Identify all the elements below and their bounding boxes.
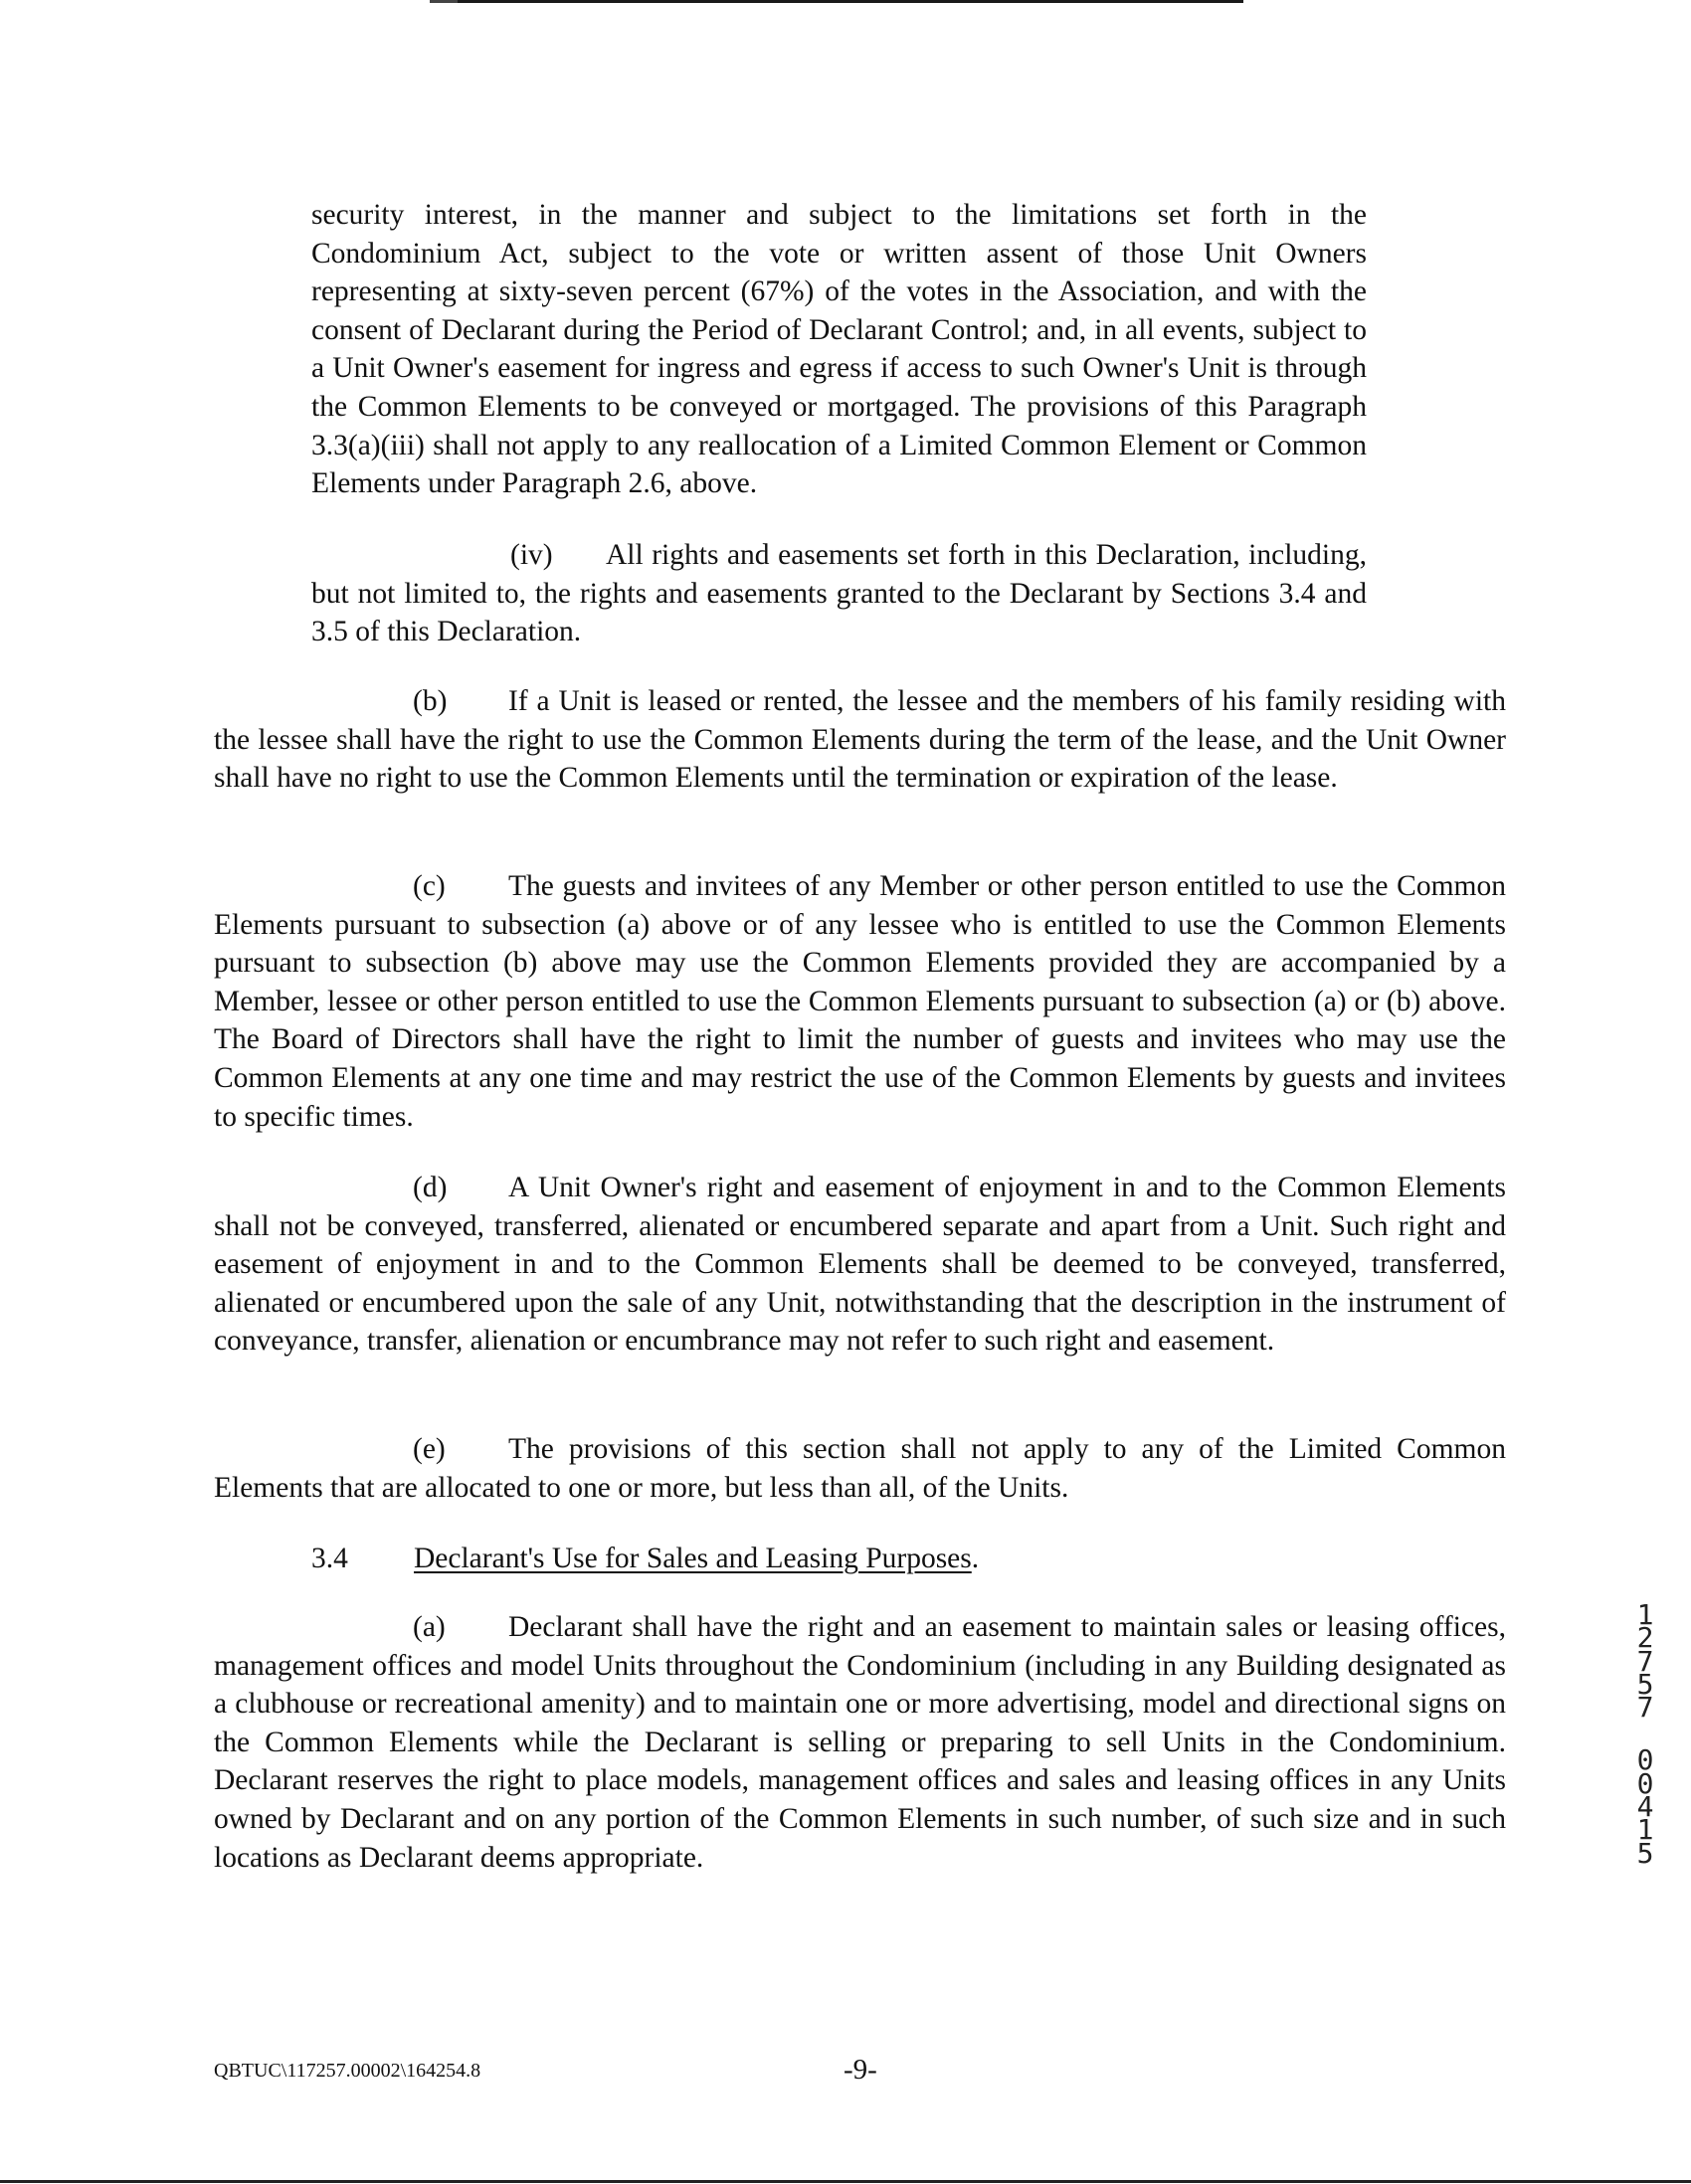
book-digit: 7 (1636, 1691, 1654, 1725)
subsection-label: (c) (413, 870, 446, 902)
subsection-b (214, 682, 1506, 798)
subsection-label: (a) (413, 1611, 446, 1643)
subsection-text: Declarant shall have the right and an easement to maintain sales or leasing offices, management offices and model Units throughout the Condominium (including in any Building designated as a clubhouse or recreational amenity) and to maintain one or more advertising, model and directional signs on the Common Elements while the Declarant is selling or preparing to sell Units in the Condominium. Declarant reserves the right to place models, management offices and sales and leasing offices in any Units owned by Declarant and on any portion of the Common Elements in such number, of such size and in such locations as Declarant deems appropriate. (214, 1611, 1506, 1874)
footer-document-reference: QBTUC\117257.00002\164254.8 (214, 2060, 481, 2082)
page-digit: 5 (1636, 1836, 1654, 1870)
subsection-label: (b) (413, 685, 448, 717)
subsection-e (214, 1430, 1506, 1507)
subsection-text: If a Unit is leased or rented, the lessee and the members of his family residing with the lessee shall have the right to use the Common Elements during the term of the lease, and the Unit Owner shall have no right to use the Common Elements until the termination or expiration of the lease. (214, 685, 1506, 795)
page-digit: 0 (1636, 1766, 1654, 1800)
section-title: Declarant's Use for Sales and Leasing Purposes (414, 1543, 972, 1574)
subsection-iv (311, 536, 1367, 651)
subsection-text: All rights and easements set forth in this Declaration, including, but not limited to, the rights and easements granted to the Declarant by Sections 3.4 and 3.5 of this Declaration. (311, 539, 1367, 648)
book-page-stamp (1631, 1598, 1659, 1870)
book-digit: 1 (1636, 1598, 1654, 1631)
section-number: 3.4 (311, 1543, 348, 1574)
top-rule (458, 0, 1243, 3)
section-heading (311, 1540, 979, 1578)
subsection-text: A Unit Owner's right and easement of enjoyment in and to the Common Elements shall not be conveyed, transferred, alienated or encumbered separate and apart from a Unit. Such right and easement of enjoyment in and to the Common Elements shall be deemed to be conveyed, transferred, alienated or encumbered upon the sale of any Unit, notwithstanding that the description in the instrument of conveyance, transfer, alienation or encumbrance may not refer to such right and easement. (214, 1172, 1506, 1358)
subsection-d (214, 1169, 1506, 1361)
subsection-text: The provisions of this section shall not apply to any of the Limited Common Elements that are allocated to one or more, but less than all, of the Units. (214, 1433, 1506, 1504)
continuation-paragraph: security interest, in the manner and subject to the limitations set forth in the Condominium Act, subject to the vote or written assent of those Unit Owners representing at sixty-seven percent (67%) of the votes in the Association, and with the consent of Declarant during the Period of Declarant Control; and, in all events, subject to a Unit Owner's easement for ingress and egress if access to such Owner's Unit is through the Common Elements to be conveyed or mortgaged. The provisions of this Paragraph 3.3(a)(iii) shall not apply to any reallocation of a Limited Common Element or Common Elements under Paragraph 2.6, above. (311, 199, 1367, 500)
section-subsection-a (214, 1608, 1506, 1877)
subsection-c (214, 867, 1506, 1136)
bottom-rule (0, 2180, 1691, 2183)
subsection-text: The guests and invitees of any Member or other person entitled to use the Common Elements pursuant to subsection (a) above or of any lessee who is entitled to use the Common Elements pursuant to subsection (b) above may use the Common Elements provided they are accompanied by a Member, lessee or other person entitled to use the Common Elements pursuant to subsection (a) or (b) above. The Board of Directors shall have the right to limit the number of guests and invitees who may use the Common Elements at any one time and may restrict the use of the Common Elements by guests and invitees to specific times. (214, 870, 1506, 1133)
subsection-label: (e) (413, 1433, 446, 1465)
section-title-punct: . (971, 1543, 980, 1574)
page-number: -9- (844, 2054, 877, 2086)
page-digit: 1 (1636, 1813, 1654, 1847)
book-digit: 2 (1636, 1621, 1654, 1655)
subsection-label: (d) (413, 1172, 448, 1203)
page-digit: 4 (1636, 1790, 1654, 1824)
page-digit: 0 (1636, 1743, 1654, 1777)
subsection-label: (iv) (510, 539, 553, 571)
book-digit: 7 (1636, 1644, 1654, 1678)
book-digit: 5 (1636, 1667, 1654, 1701)
